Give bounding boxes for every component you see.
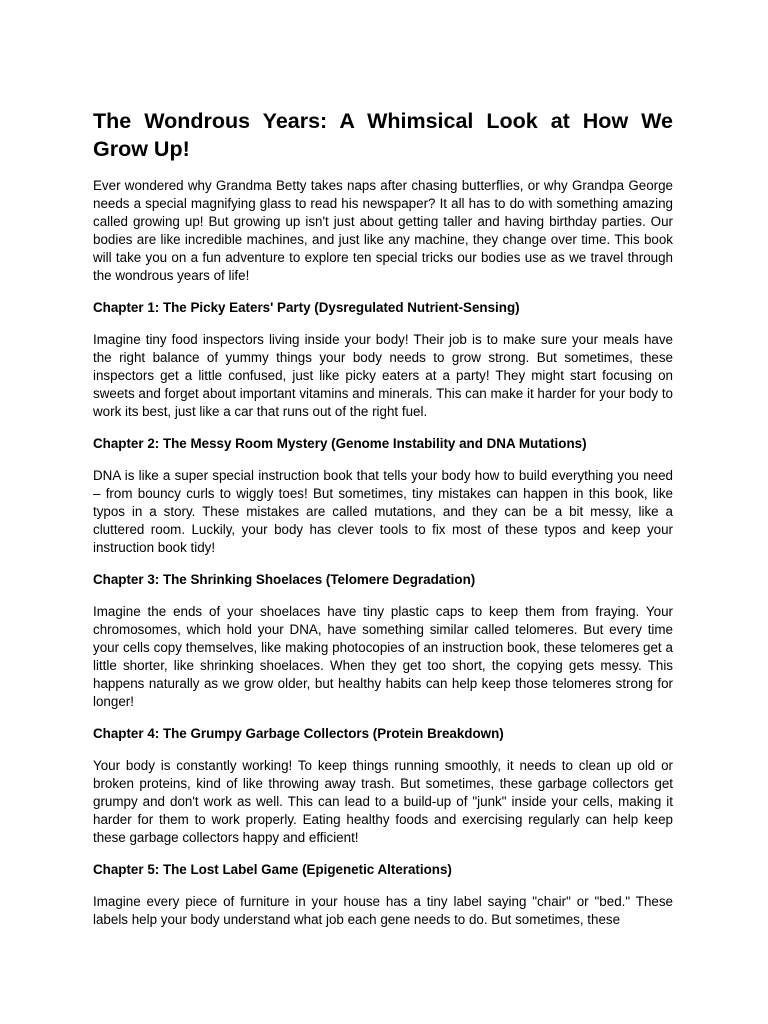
intro-paragraph: Ever wondered why Grandma Betty takes naps after chasing butterflies, or why Grandpa George needs a special magnifying glass to read his newspaper? It all has to do with something amazing called growing up! But growing up isn't just about getting taller and having birthday parties. Our bodies are like incredible machines, and just like any machine, they change over time. This book will take you on a fun adventure to explore ten special tricks our bodies use as we travel through the wondrous years of life! — [93, 178, 673, 283]
chapter-body: DNA is like a super special instruction book that tells your body how to build everything you need – from bouncy curls to wiggly toes! But sometimes, tiny mistakes can happen in this book, like typos in a story. These mistakes are called mutations, and they can be a bit messy, like a cluttered room. Luckily, your body has clever tools to fix most of these typos and keep your instruction book tidy! — [93, 468, 673, 555]
chapter-body: Imagine tiny food inspectors living inside your body! Their job is to make sure your meals have the right balance of yummy things your body needs to grow strong. But sometimes, these inspectors get a little confused, just like picky eaters at a party! They might start focusing on sweets and forget about important vitamins and minerals. This can make it harder for your body to work its best, just like a car that runs out of the right fuel. — [93, 332, 673, 419]
chapter-heading: Chapter 2: The Messy Room Mystery (Genome Instability and DNA Mutations) — [93, 436, 587, 451]
chapter-body: Your body is constantly working! To keep things running smoothly, it needs to clean up old or broken proteins, kind of like throwing away trash. But sometimes, these garbage collectors get grumpy and don't work as well. This can lead to a build-up of "junk" inside your cells, making it harder for them to work properly. Eating healthy foods and exercising regularly can help keep these garbage collectors happy and efficient! — [93, 758, 673, 845]
chapter-3 — [93, 571, 673, 711]
chapter-heading: Chapter 3: The Shrinking Shoelaces (Telomere Degradation) — [93, 572, 476, 587]
chapter-4 — [93, 725, 673, 847]
chapter-body: Imagine every piece of furniture in your house has a tiny label saying "chair" or "bed." These labels help your body understand what job each gene needs to do. But sometimes, these — [93, 894, 673, 927]
document-title: The Wondrous Years: A Whimsical Look at How We Grow Up! — [93, 109, 673, 161]
chapter-body: Imagine the ends of your shoelaces have tiny plastic caps to keep them from fraying. Your chromosomes, which hold your DNA, have something similar called telomeres. But every time your cells copy themselves, like making photocopies of an instruction book, these telomeres get a little shorter, like shrinking shoelaces. When they get too short, the copying gets messy. This happens naturally as we grow older, but healthy habits can help keep those telomeres strong for longer! — [93, 604, 673, 709]
chapter-1 — [93, 299, 673, 421]
document-page — [93, 107, 673, 943]
chapter-heading: Chapter 5: The Lost Label Game (Epigenetic Alterations) — [93, 862, 452, 877]
chapter-2 — [93, 435, 673, 557]
chapter-heading: Chapter 4: The Grumpy Garbage Collectors (Protein Breakdown) — [93, 726, 504, 741]
chapter-5 — [93, 861, 673, 929]
chapter-heading: Chapter 1: The Picky Eaters' Party (Dysregulated Nutrient-Sensing) — [93, 300, 520, 315]
